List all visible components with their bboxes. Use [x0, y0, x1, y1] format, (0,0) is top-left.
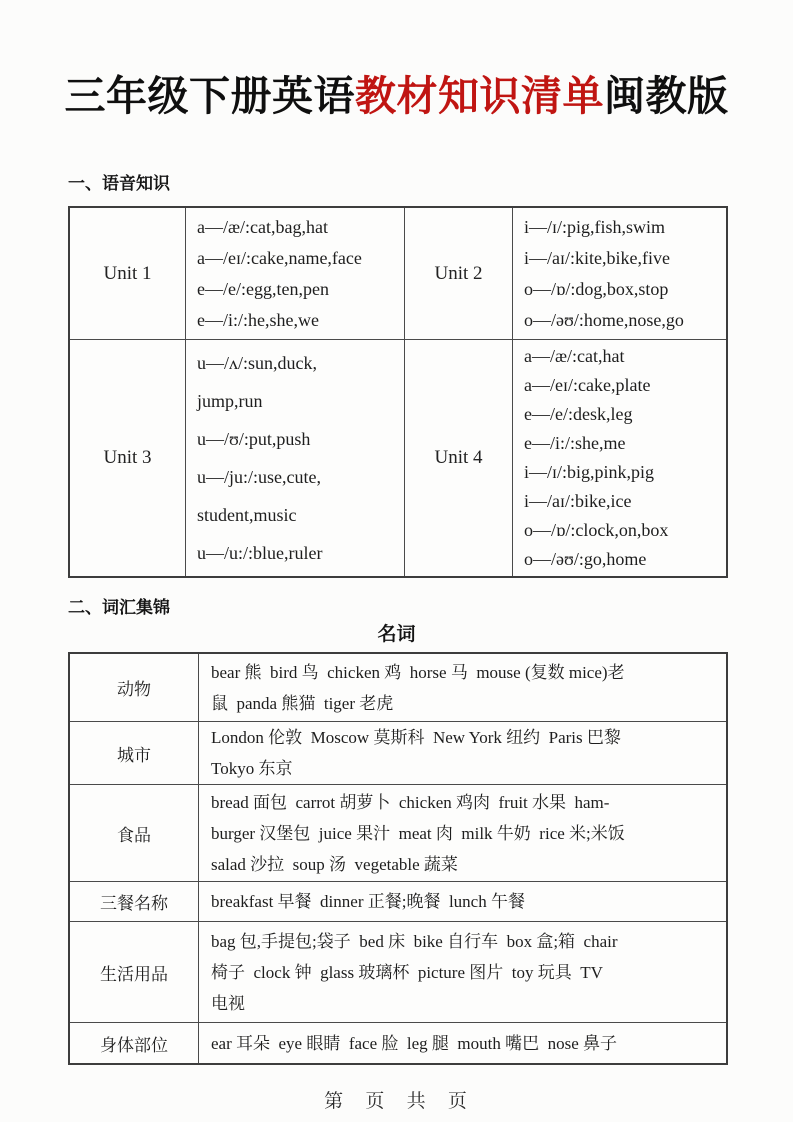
category-daily-items: 生活用品: [70, 921, 198, 1022]
vocab-daily-items: [198, 921, 726, 1022]
unit-1-label: Unit 1: [103, 262, 152, 284]
vocab-line: Tokyo 东京: [211, 759, 293, 778]
phonetic-line: i—/ɪ/:pig,fish,swim: [524, 216, 666, 237]
vocab-line: bear 熊 bird 鸟 chicken 鸡 horse 马 mouse (复数 mice)老: [211, 662, 625, 682]
vocab-line: breakfast 早餐 dinner 正餐;晚餐 lunch 午餐: [211, 892, 525, 911]
vocab-line: London 伦敦 Moscow 莫斯科 New York 纽约 Paris 巴黎: [211, 728, 621, 747]
vocab-food: [198, 784, 726, 881]
vocab-line: bread 面包 carrot 胡萝卜 chicken 鸡肉 fruit 水果 ham-: [211, 792, 610, 812]
title-black-left: 三年级下册英语: [64, 73, 355, 119]
vocab-line: burger 汉堡包 juice 果汁 meat 肉 milk 牛奶 rice 米;米饭: [211, 823, 625, 843]
unit-4-phonetics: [512, 339, 726, 576]
vocab-body-parts: [198, 1022, 726, 1063]
phonetic-line: e—/e/:desk,leg: [524, 404, 633, 424]
vocab-meals: [198, 881, 726, 921]
vocab-animals: [198, 654, 726, 721]
vocab-cities: [198, 721, 726, 784]
phonetic-line: a—/æ/:cat,hat: [524, 346, 625, 366]
page-title: [0, 72, 793, 121]
page-footer: 第 页 共 页: [324, 1091, 469, 1112]
phonetic-line: i—/ɪ/:big,pink,pig: [524, 462, 655, 482]
phonetic-line: u—/ʌ/:sun,duck,: [197, 353, 317, 373]
vocab-line: bag 包,手提包;袋子 bed 床 bike 自行车 box 盒;箱 chair: [211, 931, 618, 951]
category-animals: 动物: [117, 680, 151, 699]
phonetic-line: e—/i:/:he,she,we: [197, 309, 319, 330]
unit-2-label: Unit 2: [404, 208, 512, 339]
unit-2-phonetics: [512, 208, 726, 339]
phonetic-line: o—/əʊ/:go,home: [524, 549, 647, 569]
phonetic-line: e—/e/:egg,ten,pen: [197, 278, 329, 299]
title-black-right: 闽教版: [604, 73, 729, 119]
phonics-table: [68, 206, 728, 578]
vocab-line: 椅子 clock 钟 glass 玻璃杯 picture 图片 toy 玩具 TV: [211, 962, 603, 982]
phonetic-line: a—/æ/:cat,bag,hat: [197, 216, 328, 237]
category-cities: 城市: [70, 721, 198, 784]
phonetic-line: jump,run: [197, 391, 263, 411]
vocab-line: ear 耳朵 eye 眼睛 face 脸 leg 腿 mouth 嘴巴 nose 鼻子: [211, 1033, 618, 1053]
vocab-line: 鼠 panda 熊猫 tiger 老虎: [211, 693, 394, 713]
section-heading-vocabulary: 二、词汇集锦: [68, 598, 170, 617]
phonetic-line: o—/ɒ/:dog,box,stop: [524, 278, 669, 299]
phonetic-line: student,music: [197, 505, 297, 525]
category-meals: 三餐名称: [70, 881, 198, 921]
unit-4-label: Unit 4: [404, 339, 512, 576]
vocab-line: salad 沙拉 soup 汤 vegetable 蔬菜: [211, 854, 458, 874]
phonetic-line: u—/ju:/:use,cute,: [197, 467, 321, 487]
phonetic-line: a—/eɪ/:cake,name,face: [197, 247, 362, 268]
vocab-line: 电视: [211, 993, 245, 1013]
phonetic-line: u—/ʊ/:put,push: [197, 429, 311, 449]
category-body-parts: 身体部位: [70, 1022, 198, 1063]
category-food: 食品: [70, 784, 198, 881]
phonetic-line: o—/əʊ/:home,nose,go: [524, 309, 684, 330]
phonetic-line: o—/ɒ/:clock,on,box: [524, 520, 669, 540]
vocabulary-table: [68, 652, 728, 1065]
noun-subtitle: 名词: [377, 624, 416, 645]
title-red-segment: 教材知识清单: [355, 73, 604, 119]
phonetic-line: i—/aɪ/:bike,ice: [524, 491, 632, 511]
phonetic-line: a—/eɪ/:cake,plate: [524, 375, 651, 395]
phonetic-line: e—/i:/:she,me: [524, 433, 626, 453]
unit-3-label: Unit 3: [70, 339, 185, 576]
phonetic-line: u—/u:/:blue,ruler: [197, 543, 323, 563]
unit-3-phonetics: [185, 339, 404, 576]
phonetic-line: i—/aɪ/:kite,bike,five: [524, 247, 670, 268]
unit-1-phonetics: [185, 208, 404, 339]
section-heading-phonetics: 一、语音知识: [68, 174, 170, 193]
